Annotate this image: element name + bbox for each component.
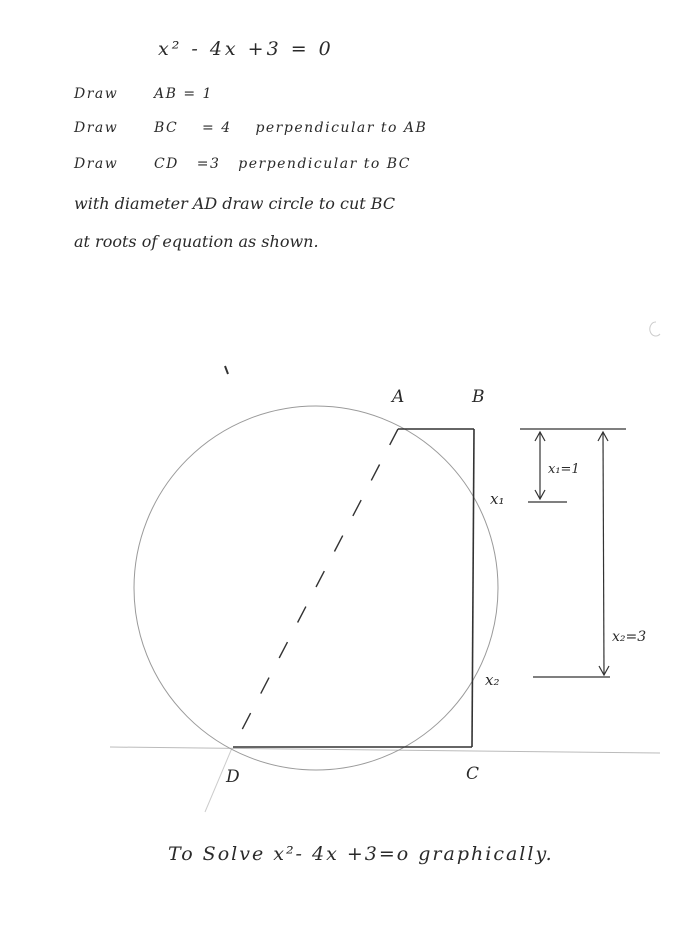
caption: To Solve x²- 4x +3=o graphically.	[168, 843, 554, 865]
label-x2: x₂	[485, 671, 500, 689]
segment-bc	[472, 429, 474, 747]
arrow-x2	[603, 432, 604, 675]
instruction-rest: perpendicular to BC	[238, 156, 411, 172]
instruction-4: with diameter AD draw circle to cut BC	[74, 194, 396, 213]
label-a: A	[392, 387, 405, 407]
instruction-value: =3	[196, 156, 221, 172]
dim-x1-label: x₁=1	[548, 462, 580, 477]
equation-title: x² - 4x +3 = 0	[158, 38, 334, 60]
instruction-verb: Draw	[74, 156, 119, 172]
instruction-verb: Draw	[74, 120, 119, 136]
label-d: D	[226, 767, 240, 787]
instruction-value: = 1	[183, 86, 213, 102]
base-line	[110, 747, 660, 753]
instruction-segment: CD	[153, 156, 179, 172]
dim-x2-label: x₂=3	[612, 629, 647, 645]
label-b: B	[472, 387, 485, 407]
instruction-5: at roots of equation as shown.	[74, 232, 319, 251]
stray-mark	[225, 366, 228, 374]
instruction-rest: perpendicular to AB	[255, 120, 428, 136]
label-x1: x₁	[490, 490, 505, 508]
instruction-verb: Draw	[74, 86, 119, 102]
instruction-segment: BC	[153, 120, 179, 136]
instruction-segment: AB	[153, 86, 178, 102]
stray-mark	[650, 322, 660, 336]
label-c: C	[466, 764, 480, 784]
circle-diameter-ad	[134, 406, 498, 770]
instruction-value: = 4	[202, 120, 232, 136]
diameter-ad	[233, 429, 398, 747]
